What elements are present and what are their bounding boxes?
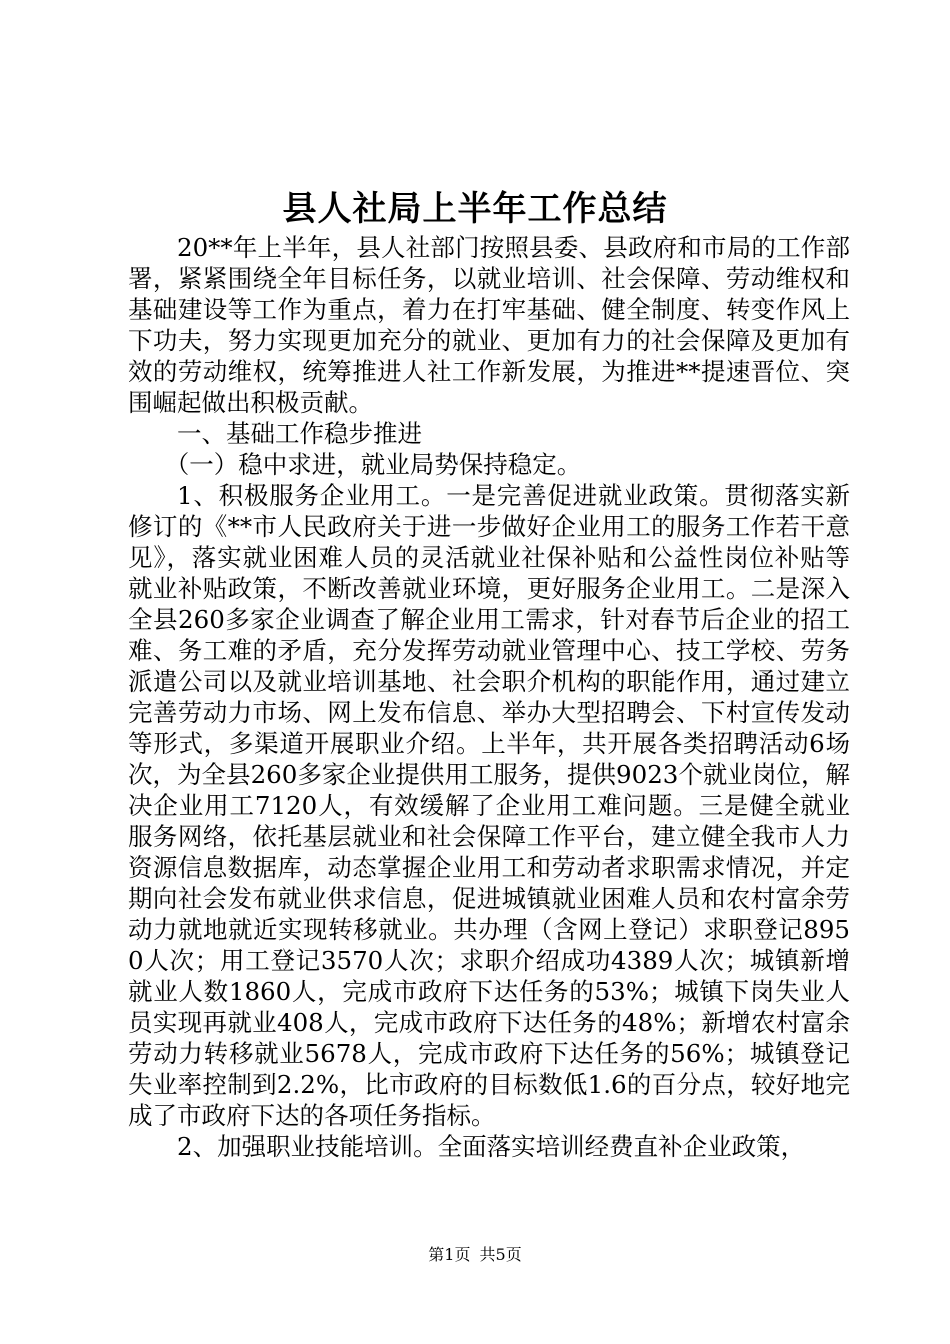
section-heading: 一、基础工作稳步推进 bbox=[177, 419, 422, 448]
intro-paragraph: 20**年上半年，县人社部门按照县委、县政府和市局的工作部署，紧紧围绕全年目标任务，以就业培训、社会保障、劳动维权和基础建设等工作为重点，着力在打牢基础、健全制度、转变作风上下功夫，努力实现更加充分的就业、更加有力的社会保障及更加有效的劳动维权，统筹推进人社工作新发展，为推进**提速晋位、突围崛起做出积极贡献。 bbox=[128, 233, 850, 417]
document-body bbox=[128, 232, 850, 1162]
item-2-paragraph: 2、加强职业技能培训。全面落实培训经费直补企业政策， bbox=[177, 1132, 806, 1161]
item-1-paragraph: 1、积极服务企业用工。一是完善促进就业政策。贯彻落实新修订的《**市人民政府关于进一步做好企业用工的服务工作若干意见》，落实就业困难人员的灵活就业社保补贴和公益性岗位补贴等就业补贴政策，不断改善就业环境，更好服务企业用工。二是深入全县260多家企业调查了解企业用工需求，针对春节后企业的招工难、务工难的矛盾，充分发挥劳动就业管理中心、技工学校、劳务派遣公司以及就业培训基地、社会职介机构的职能作用，通过建立完善劳动力市场、网上发布信息、举办大型招聘会、下村宣传发动等形式，多渠道开展职业介绍。上半年，共开展各类招聘活动6场次，为全县260多家企业提供用工服务，提供9023个就业岗位，解决企业用工7120人，有效缓解了企业用工难问题。三是健全就业服务网络，依托基层就业和社会保障工作平台，建立健全我市人力资源信息数据库，动态掌握企业用工和劳动者求职需求情况，并定期向社会发布就业供求信息，促进城镇就业困难人员和农村富余劳动力就地就近实现转移就业。共办理（含网上登记）求职登记8950人次；用工登记3570人次；求职介绍成功4389人次；城镇新增就业人数1860人，完成市政府下达任务的53%；城镇下岗失业人员实现再就业408人，完成市政府下达任务的48%；新增农村富余劳动力转移就业5678人，完成市政府下达任务的56%；城镇登记失业率控制到2.2%，比市政府的目标数低1.6的百分点，较好地完成了市政府下达的各项任务指标。 bbox=[128, 481, 850, 1130]
document-title: 县人社局上半年工作总结 bbox=[282, 189, 668, 229]
page-number: 第1页 bbox=[428, 1245, 471, 1264]
page-total: 共5页 bbox=[479, 1245, 522, 1264]
subsection-heading: （一）稳中求进，就业局势保持稳定。 bbox=[164, 450, 582, 479]
page-footer bbox=[0, 1244, 950, 1266]
